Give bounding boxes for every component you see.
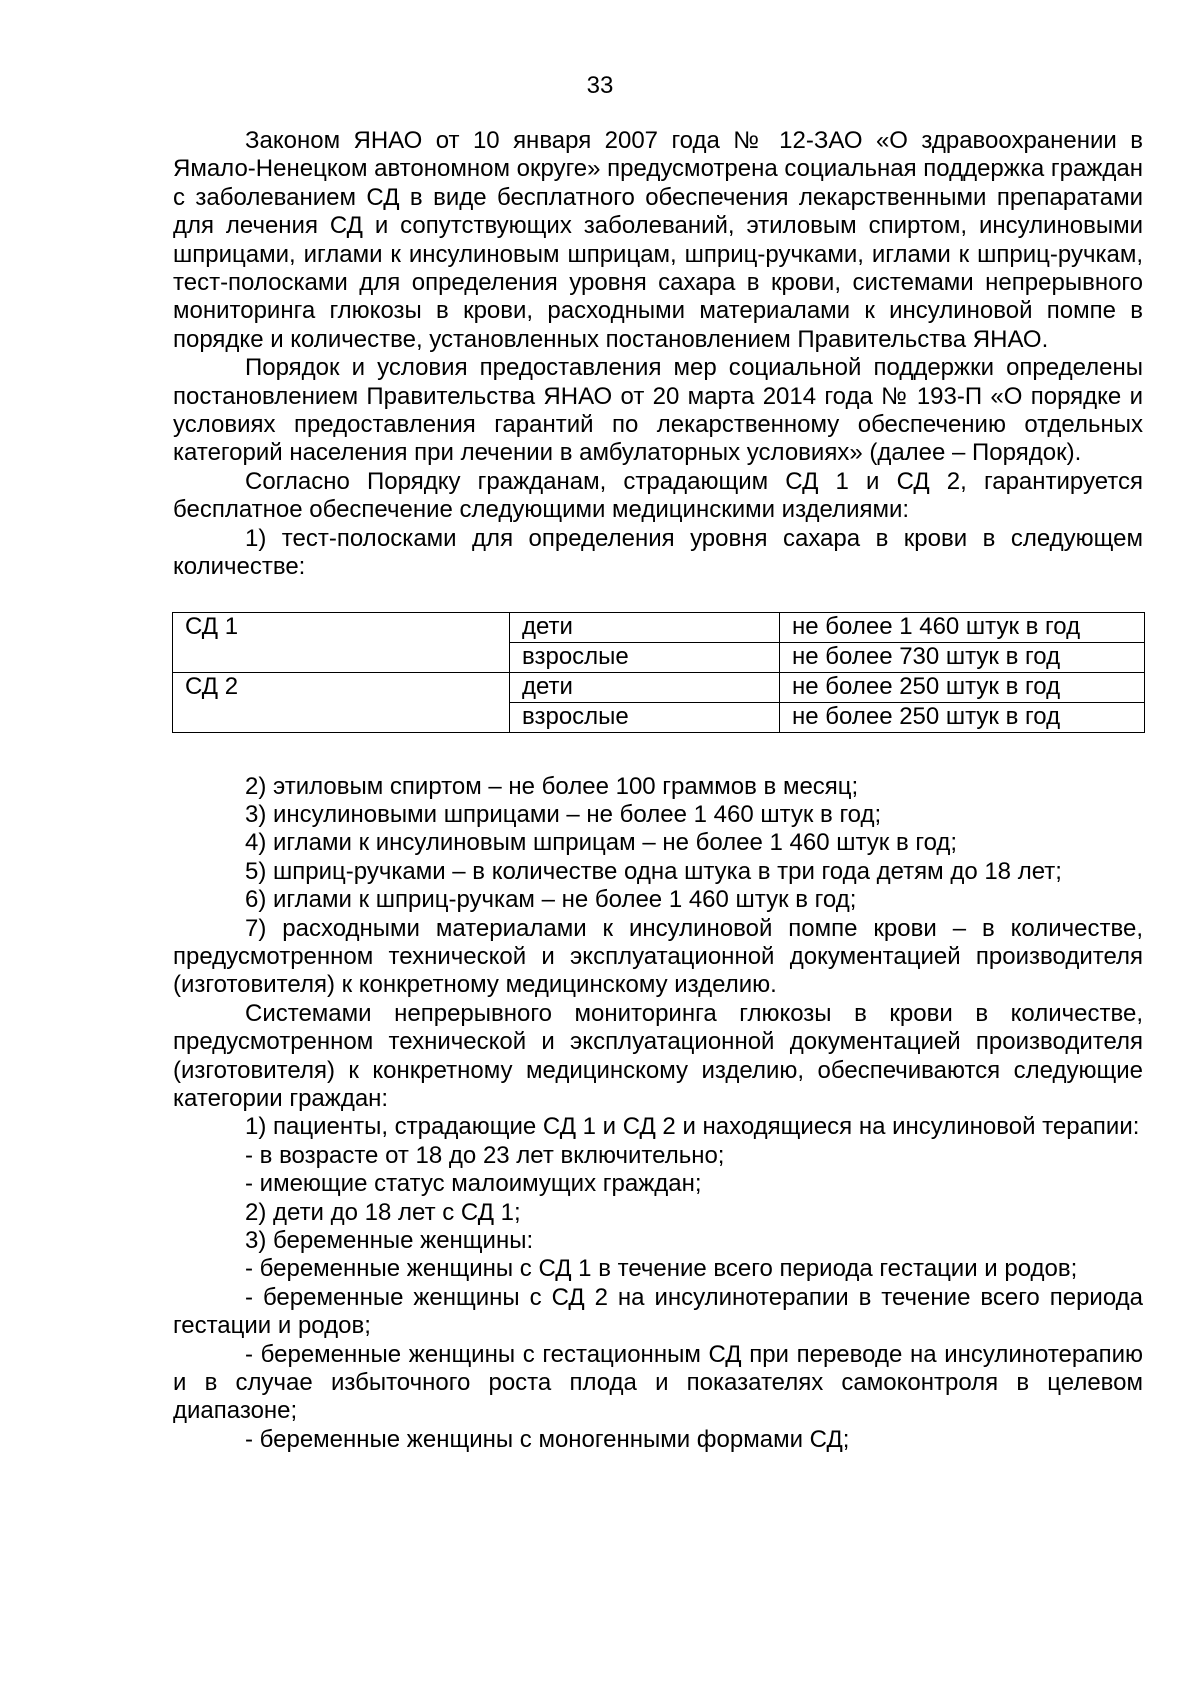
test-strips-table bbox=[172, 612, 1145, 733]
list-item-pregnant: 3) беременные женщины: bbox=[245, 1227, 534, 1254]
list-item-pump-supplies: 7) расходными материалами к инсулиновой помпе крови – в количестве, предусмотренном технической и эксплуатационной документацией производителя (изготовителя) к конкретному медицинскому изделию. bbox=[173, 914, 1143, 999]
paragraph-law-reference: Законом ЯНАО от 10 января 2007 года № 12-ЗАО «О здравоохранении в Ямало-Ненецком автономном округе» предусмотрена социальная поддержка граждан с заболеванием СД в виде бесплатного обеспечения лекарственными препаратами для лечения СД и сопутствующих заболеваний, этиловым спиртом, инсулиновыми шприцами, иглами к инсулиновым шприцам, шприц-ручками, иглами к шприц-ручкам, тест-полосками для определения уровня сахара в крови, системами непрерывного мониторинга глюкозы в крови, расходными материалами к инсулиновой помпе в порядке и количестве, установленных постановлением Правительства ЯНАО. bbox=[173, 127, 1143, 353]
table-cell-amount: не более 730 штук в год bbox=[780, 642, 1145, 672]
table-cell-amount: не более 1 460 штук в год bbox=[780, 612, 1145, 642]
list-item-children-sd1: 2) дети до 18 лет с СД 1; bbox=[245, 1198, 521, 1226]
paragraph-guarantee: Согласно Порядку гражданам, страдающим СД 1 и СД 2, гарантируется бесплатное обеспечение следующими медицинскими изделиями: bbox=[173, 467, 1143, 524]
list-item-pregnant-gestational: - беременные женщины с гестационным СД при переводе на инсулинотерапию и в случае избыточного роста плода и показателях самоконтроля в целевом диапазоне; bbox=[173, 1340, 1143, 1425]
table-cell-group: взрослые bbox=[510, 702, 780, 732]
list-item-age-18-23: - в возрасте от 18 до 23 лет включительно; bbox=[245, 1141, 725, 1169]
document-body bbox=[173, 127, 1143, 1454]
list-item-insulin-syringes: 3) инсулиновыми шприцами – не более 1 460 штук в год; bbox=[245, 800, 882, 828]
list-item-pregnant-monogenic: - беременные женщины с моногенными формами СД; bbox=[245, 1425, 850, 1453]
table-cell-amount: не более 250 штук в год bbox=[780, 702, 1145, 732]
list-item-test-strips: 1) тест-полосками для определения уровня сахара в крови в следующем количестве: bbox=[173, 524, 1143, 581]
table-cell-type: СД 2 bbox=[173, 672, 510, 732]
list-item-pregnant-sd2: - беременные женщины с СД 2 на инсулинотерапии в течение всего периода гестации и родов; bbox=[173, 1283, 1143, 1340]
list-item-patients-insulin: 1) пациенты, страдающие СД 1 и СД 2 и находящиеся на инсулиновой терапии: bbox=[245, 1113, 1140, 1141]
list-item-pen-needles: 6) иглами к шприц-ручкам – не более 1 460 штук в год; bbox=[245, 886, 857, 914]
table-cell-type: СД 1 bbox=[173, 612, 510, 672]
list-item-low-income: - имеющие статус малоимущих граждан; bbox=[245, 1170, 702, 1198]
paragraph-procedure: Порядок и условия предоставления мер социальной поддержки определены постановлением Правительства ЯНАО от 20 марта 2014 года № 193-П «О порядке и условиях предоставления гарантий по лекарственному обеспечению отдельных категорий населения при лечении в амбулаторных условиях» (далее – Порядок). bbox=[173, 354, 1143, 467]
table-cell-group: взрослые bbox=[510, 642, 780, 672]
table-cell-amount: не более 250 штук в год bbox=[780, 672, 1145, 702]
list-item-ethyl-alcohol: 2) этиловым спиртом – не более 100 граммов в месяц; bbox=[245, 772, 859, 800]
list-item-syringe-pens: 5) шприц-ручками – в количестве одна штука в три года детям до 18 лет; bbox=[245, 857, 1062, 885]
table-row bbox=[173, 672, 1145, 702]
page-number: 33 bbox=[586, 72, 614, 99]
list-item-syringe-needles: 4) иглами к инсулиновым шприцам – не более 1 460 штук в год; bbox=[245, 829, 958, 857]
table-cell-group: дети bbox=[510, 672, 780, 702]
table-cell-group: дети bbox=[510, 612, 780, 642]
list-item-pregnant-sd1: - беременные женщины с СД 1 в течение всего периода гестации и родов; bbox=[245, 1255, 1078, 1283]
table-row bbox=[173, 612, 1145, 642]
paragraph-cgm-systems: Системами непрерывного мониторинга глюкозы в крови в количестве, предусмотренном технической и эксплуатационной документацией производителя (изготовителя) к конкретному медицинскому изделию, обеспечиваются следующие категории граждан: bbox=[173, 999, 1143, 1112]
